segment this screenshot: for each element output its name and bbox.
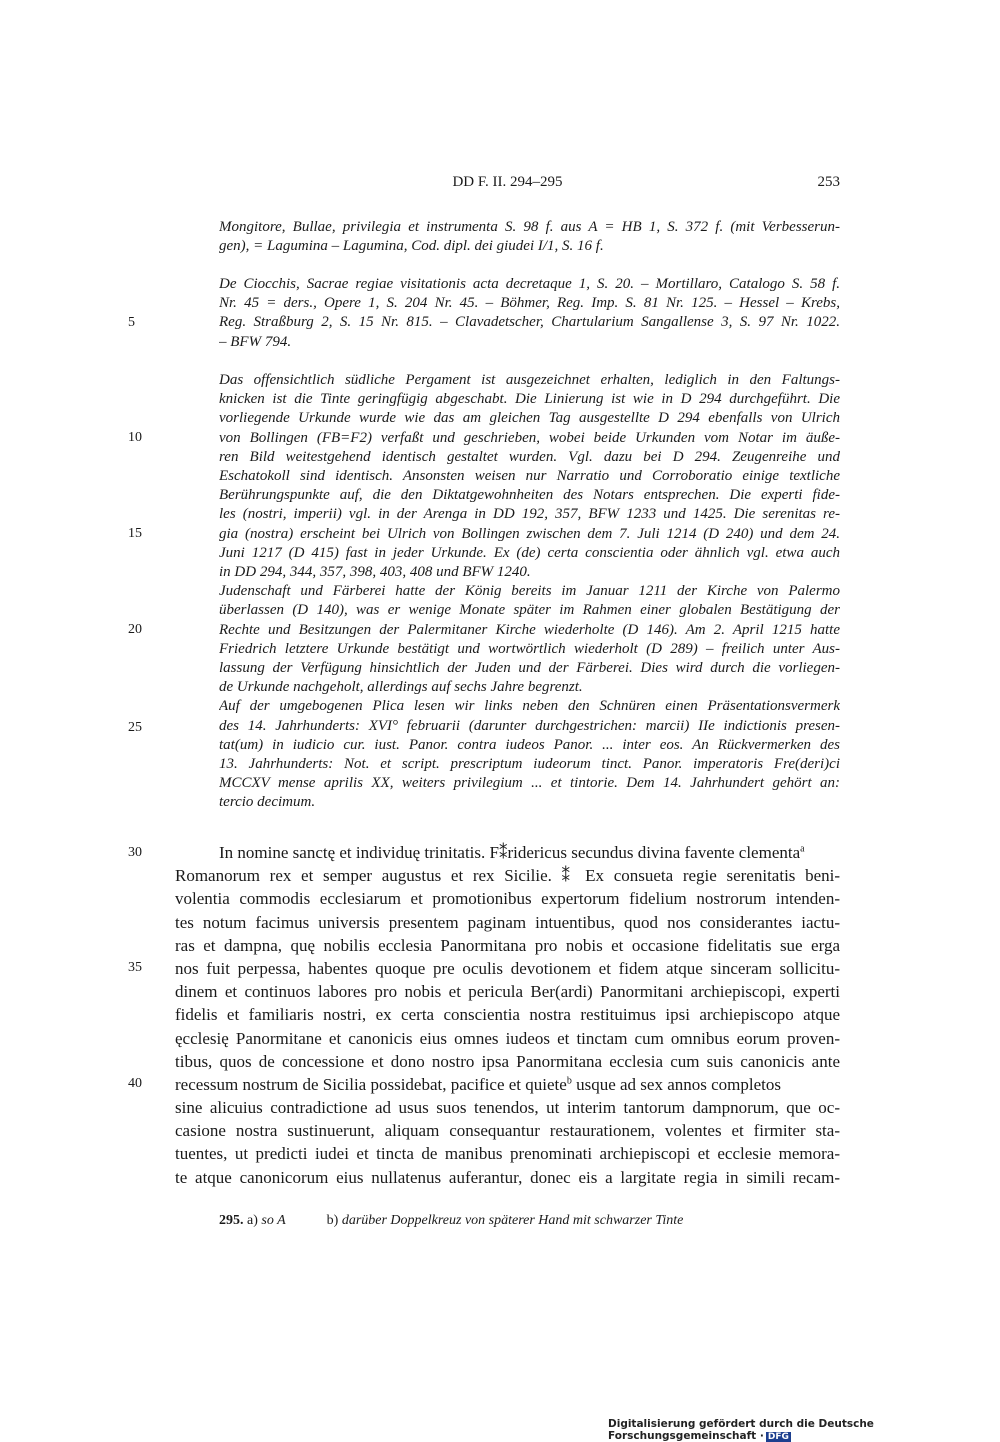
commentary <box>219 371 840 813</box>
text-line: Friedrich letztere Urkunde bestätigt und wortwörtlich wiederholt (D 289) – freilich unter Aus- <box>219 640 840 657</box>
text-line: Auf der umgebogenen Plica lesen wir links neben den Schnüren einen Präsentationsvermerk <box>219 698 840 715</box>
text-line: Juni 1217 (D 415) fast in jeder Urkunde. Ex (de) certa conscientia oder ähnlich vgl. etwa auch <box>219 544 840 561</box>
line-number: 15 <box>128 526 142 541</box>
text-line: In nomine sanctę et individuę trinitatis. F⁑ridericus secundus divina favente clementa$^a$ <box>219 843 805 862</box>
text-line: 13. Jahrhunderts: Not. et script. prescriptum iudeorum tinct. Panor. imperatoris Fre(deri)ci <box>219 756 840 773</box>
text-line: Judenschaft und Färberei hatte der König bereits im Januar 1211 der Kirche von Palermo <box>219 583 840 600</box>
text-line: MCCXV mense aprilis XX, weiters privilegium ... et tintorie. Dem 14. Jahrhundert gehört an: <box>219 775 840 792</box>
line-number: 35 <box>128 960 142 975</box>
line-number: 5 <box>128 315 135 330</box>
running-header <box>175 174 840 198</box>
text-line: tat(um) in iudicio cur. iust. Panor. contra iudeos Panor. ... inter eos. An Rückvermerken des <box>219 736 840 753</box>
text-line: Rechte und Besitzungen der Palermitaner Kirche wiederholte (D 146). Am 2. April 1215 hatte <box>219 621 840 638</box>
text-line: tercio decimum. <box>219 794 316 811</box>
text-line: von Bollingen (FB=F2) verfaßt und geschrieben, wobei beide Urkunden vom Notar im äuße- <box>219 429 840 446</box>
text-line: des 14. Jahrhunderts: XVI° februarii (darunter durchgestrichen: marcii) IIe indictionis presen- <box>219 717 840 734</box>
text-line: Eschatokoll sind identisch. Ansonsten weisen nur Narratio und Corroboratio einige textliche <box>219 468 840 485</box>
text-line: tuentes, ut predicti iudei et tincta de manibus prenominati archiepiscopi et ecclesie memora- <box>175 1144 840 1164</box>
text-line: recessum nostrum de Sicilia possidebat, pacifice et quiete$^b$ usque ad sex annos completos <box>175 1074 781 1094</box>
footnote-a-mark: a) <box>247 1213 258 1228</box>
credit-text: Digitalisierung gefördert durch die Deutsche Forschungsgemeinschaft · <box>608 1418 874 1442</box>
charter-text <box>175 841 840 1189</box>
text-line: te atque canonicorum eius nullatenus auferantur, donec eis a largitate regia in simili recam- <box>175 1167 840 1187</box>
text-line: Romanorum rex et semper augustus et rex Sicilie. ⁑ Ex consueta regie serenitatis beni- <box>175 866 840 886</box>
text-line: knicken ist die Tinte geringfügig abgeschabt. Die Linierung ist wie in D 294 durchgeführt. Die <box>219 391 840 408</box>
text-line: volentia commodis ecclesiarum et promotionibus expertorum fidelium nostrorum intenden- <box>175 889 840 909</box>
text-line: gen), = Lagumina – Lagumina, Cod. dipl. dei giudei I/1, S. 16 f. <box>219 238 604 255</box>
line-number: 25 <box>128 720 142 735</box>
text-line: Das offensichtlich südliche Pergament ist ausgezeichnet erhalten, lediglich in den Faltungs- <box>219 372 840 388</box>
text-line: Reg. Straßburg 2, S. 15 Nr. 815. – Clavadetscher, Chartularium Sangallense 3, S. 97 Nr. 1022. <box>219 314 840 331</box>
footnote-b-mark: b) <box>326 1213 339 1228</box>
line-number: 20 <box>128 622 142 637</box>
text-line: les (nostri, imperii) vgl. in der Arenga in DD 192, 357, BFW 1233 und 1425. Die serenitas re- <box>219 506 840 523</box>
text-line: nos fuit perpessa, habentes quoque pre oculis devotionem et fidem atque sinceram sollicitu- <box>175 958 840 978</box>
text-line: – BFW 794. <box>219 333 292 350</box>
text-line: überlassen (D 140), was er wenige Monate später im Rahmen einer globalen Bestätigung der <box>219 602 840 619</box>
page-number: 253 <box>817 174 840 190</box>
text-line: Berührungspunkte auf, die den Diktatgewohnheiten des Notars entsprechen. Die experti fide- <box>219 487 840 504</box>
text-line: tes notum facimus universis presentem paginam intuentibus, quod nos considerantes iactu- <box>175 912 840 932</box>
text-line: Mongitore, Bullae, privilegia et instrumenta S. 98 f. aus A = HB 1, S. 372 f. (mit Verbesserun- <box>219 219 840 235</box>
text-line: dinem et continuos labores pro nobis et pericula Ber(ardi) Panormitani archiepiscopi, experti <box>175 982 840 1002</box>
text-line: ęcclesię Panormitane et canonicis eius omnes iudeos et tinctam cum omnibus eorum proven- <box>175 1028 840 1048</box>
dfg-logo: DFG <box>767 1432 789 1442</box>
text-line: ren Bild weitestgehend identisch gestaltet wurden. Vgl. dazu bei D 294. Zeugenreihe und <box>219 448 840 465</box>
line-number: 30 <box>128 845 142 860</box>
text-line: vorliegende Urkunde wurde wie das am gleichen Tag ausgestellte D 294 ebenfalls von Ulrich <box>219 410 840 427</box>
line-number: 40 <box>128 1076 142 1091</box>
text-line: gia (nostra) erscheint bei Ulrich von Bollingen zwischen dem 7. Juli 1214 (D 240) und dem 24. <box>219 525 840 542</box>
header-title: DD F. II. 294–295 <box>452 174 563 190</box>
text-line: sine alicuius contradictione ad usus suos tenendos, ut interim tantorum dampnorum, que oc- <box>175 1098 840 1118</box>
digitization-credit <box>608 1418 1000 1442</box>
footnotes <box>219 1213 683 1229</box>
text-line: fidelis et familiaris nostri, ex certa conscientia nostra restituimus ipsi archiepiscopo atque <box>175 1005 840 1025</box>
footnote-b-text: darüber Doppelkreuz von späterer Hand mit schwarzer Tinte <box>341 1213 684 1228</box>
line-number: 10 <box>128 430 142 445</box>
footnote-a-text: so A <box>261 1213 286 1228</box>
sources-paragraph-1 <box>219 218 840 256</box>
text-line: casione nostra sustinuerunt, aliquam consequantur restaurationem, volentes et firmiter sta- <box>175 1121 840 1141</box>
text-line: lassung der Verfügung hinsichtlich der Juden und der Färberei. Dies wird durch die vorliegen- <box>219 660 840 677</box>
footnote-number: 295. <box>219 1213 244 1228</box>
text-line: de Urkunde nachgeholt, allerdings auf sechs Jahre begrenzt. <box>219 679 583 696</box>
text-line: De Ciocchis, Sacrae regiae visitationis acta decretaque 1, S. 20. – Mortillaro, Catalogo S. 58 f. <box>219 276 840 292</box>
text-line: in DD 294, 344, 357, 398, 403, 408 und BFW 1240. <box>219 564 531 581</box>
text-line: Nr. 45 = ders., Opere 1, S. 204 Nr. 45. – Böhmer, Reg. Imp. S. 81 Nr. 125. – Hessel – Krebs, <box>219 295 840 312</box>
text-line: tibus, quos de concessione et dono nostro ipsa Panormitana ecclesia cum suis canonicis ante <box>175 1051 840 1071</box>
sources-paragraph-2 <box>219 275 840 352</box>
text-line: ras et dampna, quę nobilis ecclesia Panormitana pro nobis et occasione fidelitatis sue erga <box>175 935 840 955</box>
